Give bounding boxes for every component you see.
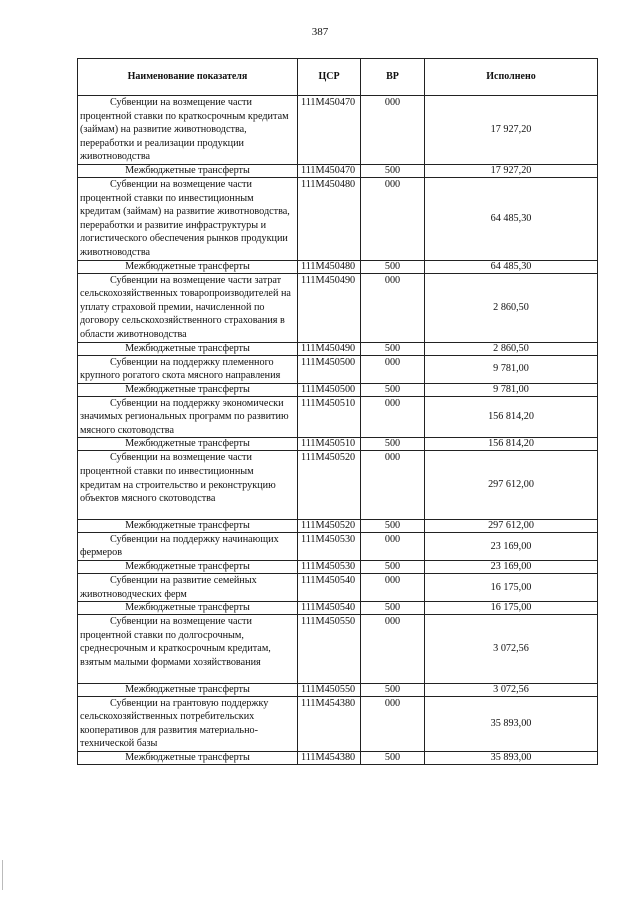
table-row-subsidy xyxy=(78,532,598,560)
indicator-name-text: Межбюджетные трансферты xyxy=(125,683,250,695)
cell-indicator-name xyxy=(78,342,298,355)
indicator-name-text: Межбюджетные трансферты xyxy=(125,438,250,450)
cell-executed-amount: 156 814,20 xyxy=(425,396,598,438)
table-row-transfer xyxy=(78,683,598,696)
cell-csr-code: 111М450520 xyxy=(298,451,361,519)
cell-executed-amount: 2 860,50 xyxy=(425,342,598,355)
cell-csr-code: 111М450480 xyxy=(298,260,361,273)
indicator-name-text: Межбюджетные трансферты xyxy=(125,751,250,763)
cell-indicator-name xyxy=(78,260,298,273)
cell-indicator-name xyxy=(78,451,298,519)
cell-vr-code: 500 xyxy=(361,519,425,532)
cell-csr-code: 111М450500 xyxy=(298,383,361,396)
indicator-name-text: Субвенции на возмещение части затрат сельскохозяйственных товаропроизводителей на уплату страховой премии, начисленной по договору сельскохозяйственного страхования в области животноводства xyxy=(80,274,291,340)
cell-indicator-name xyxy=(78,273,298,342)
cell-executed-amount: 9 781,00 xyxy=(425,383,598,396)
indicator-name-text: Субвенции на поддержку племенного крупного рогатого скота мясного направления xyxy=(80,356,281,382)
cell-vr-code: 500 xyxy=(361,602,425,615)
cell-csr-code: 111М450540 xyxy=(298,602,361,615)
cell-vr-code: 500 xyxy=(361,383,425,396)
cell-indicator-name xyxy=(78,438,298,451)
header-csr: ЦСР xyxy=(298,59,361,96)
table-row-subsidy xyxy=(78,615,598,683)
scan-artifact xyxy=(2,860,3,890)
cell-indicator-name xyxy=(78,164,298,177)
table-row-transfer xyxy=(78,164,598,177)
table-row-transfer xyxy=(78,602,598,615)
table-row-transfer xyxy=(78,519,598,532)
cell-executed-amount: 64 485,30 xyxy=(425,177,598,260)
cell-vr-code: 000 xyxy=(361,451,425,519)
indicator-name-text: Межбюджетные трансферты xyxy=(125,260,250,272)
cell-csr-code: 111М450490 xyxy=(298,342,361,355)
cell-executed-amount: 64 485,30 xyxy=(425,260,598,273)
cell-executed-amount: 3 072,56 xyxy=(425,683,598,696)
cell-csr-code: 111М450510 xyxy=(298,438,361,451)
indicator-name-text: Межбюджетные трансферты xyxy=(125,602,250,614)
table-row-subsidy xyxy=(78,696,598,751)
cell-indicator-name xyxy=(78,396,298,438)
cell-indicator-name xyxy=(78,519,298,532)
cell-executed-amount: 297 612,00 xyxy=(425,519,598,532)
table-body xyxy=(78,96,598,765)
indicator-name-text: Субвенции на возмещение части процентной ставки по инвестиционным кредитам (займам) на развитие животноводства, переработки и развитие инфраструктуры и логистического обеспечения рынков продукции животноводства xyxy=(80,178,290,258)
cell-indicator-name xyxy=(78,532,298,560)
indicator-name-text: Межбюджетные трансферты xyxy=(125,561,250,573)
cell-indicator-name xyxy=(78,574,298,602)
cell-executed-amount: 17 927,20 xyxy=(425,164,598,177)
cell-indicator-name xyxy=(78,602,298,615)
cell-csr-code: 111М450530 xyxy=(298,561,361,574)
cell-csr-code: 111М450500 xyxy=(298,355,361,383)
cell-indicator-name xyxy=(78,383,298,396)
cell-executed-amount: 35 893,00 xyxy=(425,696,598,751)
cell-vr-code: 000 xyxy=(361,96,425,165)
table-row-transfer xyxy=(78,561,598,574)
cell-csr-code: 111М454380 xyxy=(298,751,361,764)
cell-vr-code: 000 xyxy=(361,273,425,342)
cell-executed-amount: 35 893,00 xyxy=(425,751,598,764)
table-row-transfer xyxy=(78,260,598,273)
indicator-name-text: Субвенции на возмещение части процентной ставки по инвестиционным кредитам на строительство и реконструкцию объектов мясного скотоводства xyxy=(80,452,276,505)
cell-indicator-name xyxy=(78,696,298,751)
cell-executed-amount: 23 169,00 xyxy=(425,561,598,574)
table-row-subsidy xyxy=(78,273,598,342)
cell-executed-amount: 16 175,00 xyxy=(425,574,598,602)
header-name: Наименование показателя xyxy=(78,59,298,96)
cell-csr-code: 111М450490 xyxy=(298,273,361,342)
cell-vr-code: 500 xyxy=(361,260,425,273)
cell-vr-code: 000 xyxy=(361,177,425,260)
cell-executed-amount: 2 860,50 xyxy=(425,273,598,342)
cell-vr-code: 500 xyxy=(361,683,425,696)
budget-execution-table xyxy=(77,58,598,765)
table-row-subsidy xyxy=(78,177,598,260)
cell-indicator-name xyxy=(78,683,298,696)
cell-csr-code: 111М454380 xyxy=(298,696,361,751)
indicator-name-text: Межбюджетные трансферты xyxy=(125,383,250,395)
cell-indicator-name xyxy=(78,615,298,683)
cell-vr-code: 000 xyxy=(361,615,425,683)
indicator-name-text: Субвенции на возмещение части процентной ставки по долгосрочным, среднесрочным и краткосрочным кредитам, взятым малыми формами хозяйствования xyxy=(80,616,271,668)
cell-csr-code: 111М450540 xyxy=(298,574,361,602)
header-vr: ВР xyxy=(361,59,425,96)
indicator-name-text: Межбюджетные трансферты xyxy=(125,164,250,176)
cell-vr-code: 000 xyxy=(361,532,425,560)
table-row-subsidy xyxy=(78,396,598,438)
cell-vr-code: 000 xyxy=(361,696,425,751)
cell-csr-code: 111М450550 xyxy=(298,683,361,696)
page-number: 387 xyxy=(311,26,329,38)
cell-vr-code: 500 xyxy=(361,751,425,764)
cell-csr-code: 111М450470 xyxy=(298,164,361,177)
indicator-name-text: Субвенции на развитие семейных животноводческих ферм xyxy=(80,575,257,600)
cell-csr-code: 111М450470 xyxy=(298,96,361,165)
cell-executed-amount: 23 169,00 xyxy=(425,532,598,560)
cell-executed-amount: 16 175,00 xyxy=(425,602,598,615)
indicator-name-text: Межбюджетные трансферты xyxy=(125,519,250,531)
cell-vr-code: 000 xyxy=(361,396,425,438)
cell-indicator-name xyxy=(78,96,298,165)
cell-executed-amount: 297 612,00 xyxy=(425,451,598,519)
cell-csr-code: 111М450480 xyxy=(298,177,361,260)
cell-csr-code: 111М450510 xyxy=(298,396,361,438)
cell-indicator-name xyxy=(78,355,298,383)
indicator-name-text: Субвенции на грантовую поддержку сельскохозяйственных потребительских кооперативов для развития материально-технической базы xyxy=(80,697,269,750)
table-row-transfer xyxy=(78,342,598,355)
indicator-name-text: Субвенции на поддержку экономически значимых региональных программ по развитию мясного скотоводства xyxy=(80,397,289,436)
cell-executed-amount: 3 072,56 xyxy=(425,615,598,683)
cell-executed-amount: 9 781,00 xyxy=(425,355,598,383)
table-row-subsidy xyxy=(78,574,598,602)
indicator-name-text: Субвенции на поддержку начинающих фермеров xyxy=(80,533,279,559)
cell-vr-code: 500 xyxy=(361,342,425,355)
table-header-row xyxy=(78,59,598,96)
cell-csr-code: 111М450520 xyxy=(298,519,361,532)
table-row-subsidy xyxy=(78,451,598,519)
cell-executed-amount: 17 927,20 xyxy=(425,96,598,165)
indicator-name-text: Субвенции на возмещение части процентной ставки по краткосрочным кредитам (займам) на развитие животноводства, переработки и реализации продукции животноводства xyxy=(80,97,289,163)
cell-indicator-name xyxy=(78,561,298,574)
cell-csr-code: 111М450530 xyxy=(298,532,361,560)
cell-csr-code: 111М450550 xyxy=(298,615,361,683)
cell-vr-code: 000 xyxy=(361,355,425,383)
table-row-transfer xyxy=(78,751,598,764)
indicator-name-text: Межбюджетные трансферты xyxy=(125,342,250,354)
cell-vr-code: 500 xyxy=(361,164,425,177)
table-row-transfer xyxy=(78,438,598,451)
cell-executed-amount: 156 814,20 xyxy=(425,438,598,451)
header-done: Исполнено xyxy=(425,59,598,96)
cell-indicator-name xyxy=(78,177,298,260)
cell-vr-code: 500 xyxy=(361,561,425,574)
table-row-transfer xyxy=(78,383,598,396)
cell-indicator-name xyxy=(78,751,298,764)
cell-vr-code: 500 xyxy=(361,438,425,451)
table-row-subsidy xyxy=(78,355,598,383)
table-row-subsidy xyxy=(78,96,598,165)
cell-vr-code: 000 xyxy=(361,574,425,602)
